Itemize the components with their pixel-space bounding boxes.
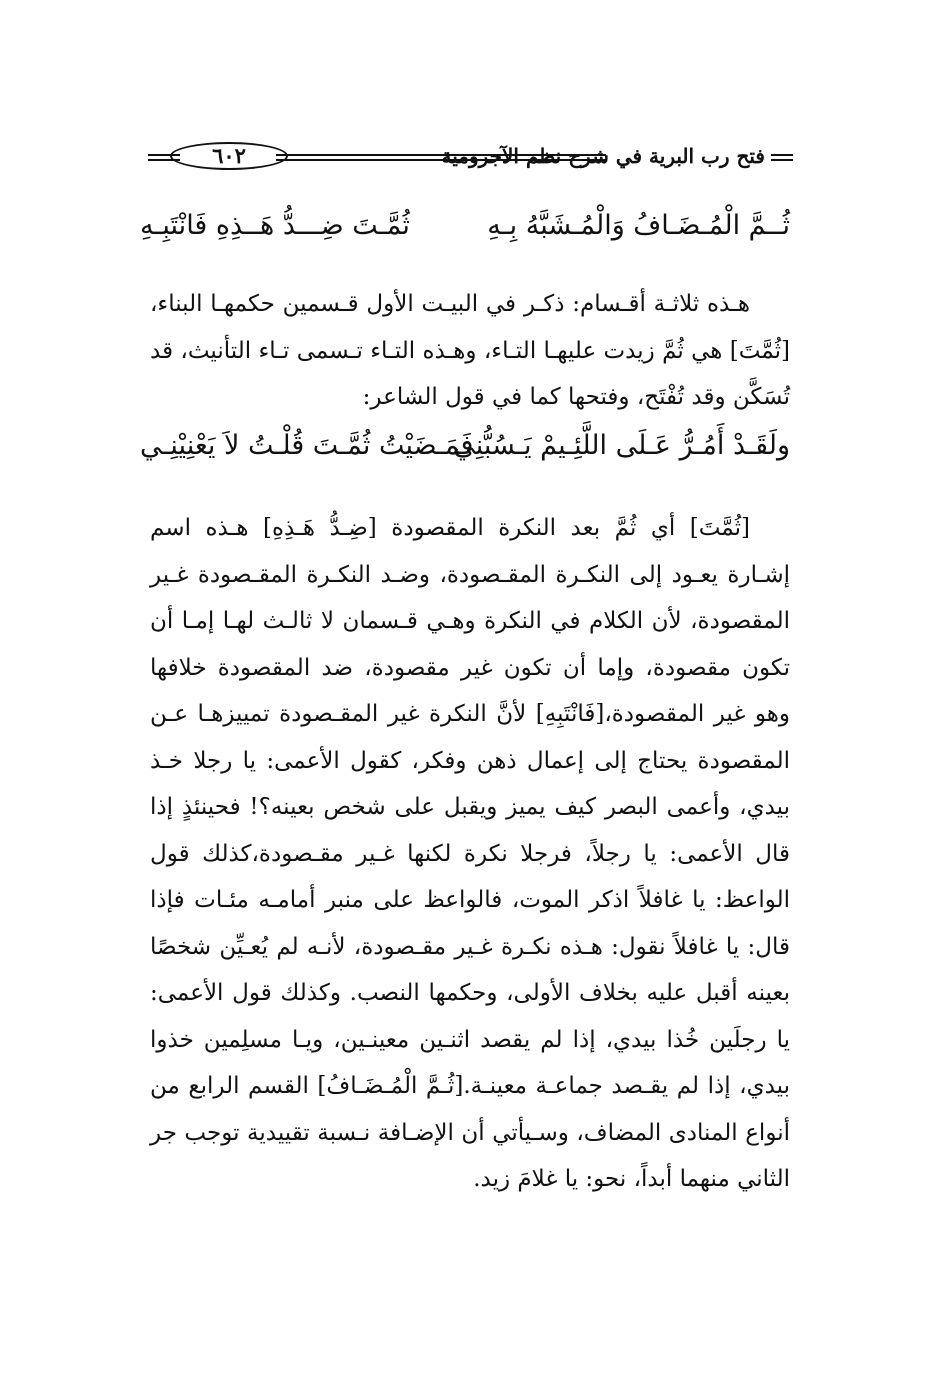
header-rule-left: [148, 154, 180, 161]
verse-2: [140, 430, 790, 480]
verse-1-first-hemistich: ثُــمَّ الْمُـضَـافُ وَالْمُـشَبَّهُ بِـهِ: [487, 210, 790, 241]
header-rule-right: [771, 154, 793, 161]
header-rule-middle: [276, 154, 606, 161]
verse-1-second-hemistich: ثُمَّـتَ ضِـــدُّ هَــذِهِ فَانْتَبِـهِ: [140, 210, 410, 241]
page-number: ٦٠٢: [170, 142, 288, 170]
book-title: فتح رب البرية في شرح نظم الآجرومية: [441, 144, 765, 168]
verse-2-first-hemistich: ولَقَـدْ أَمُـرُّ عَـلَى اللَّئِـيمْ يَـسُبُّنِي: [453, 430, 790, 461]
verse-2-second-hemistich: فَمَـضَيْتُ ثُمَّـتَ قُلْـتُ لاَ يَعْنِيْنِـي: [140, 430, 474, 461]
verse-1: [140, 210, 790, 260]
paragraph-1: هـذه ثلاثـة أقـسام: ذكـر في البيـت الأول قـسمين حكمهـا البناء،[ثُمَّتَ] هي ثُمَّ زيدت عليهـا التـاء، وهـذه التـاء تـسمى تـاء التأنيث، قد تُسَكَّن وقد تُفْتَح، وفتحها كما في قول الشاعر:: [150, 291, 790, 410]
running-header: [148, 138, 793, 178]
paragraph-2: [ثُمَّتَ] أي ثُمَّ بعد النكرة المقصودة [ضِـدُّ هَـذِهِ] هـذه اسم إشـارة يعـود إلى النكـرة المقـصودة، وضـد النكـرة المقـصودة غـير المقصودة، لأن الكلام في النكرة وهـي قـسمان لا ثالـث لهـا إمـا أن تكون مقصودة، وإما أن تكون غير مقصودة، ضد المقصودة خلافها وهو غير المقصودة،[فَانْتَبِهِ] لأنَّ النكرة غير المقـصودة تمييزهـا عـن المقصودة يحتاج إلى إعمال ذهن وفكر، كقول الأعمى: يا رجلا خـذ بيدي، وأعمى البصر كيف يميز ويقبل على شخص بعينه؟! فحينئذٍ إذا قال الأعمى: يا رجلاً، فرجلا نكرة لكنها غـير مقـصودة،كذلك قول الواعظ: يا غافلاً اذكر الموت، فالواعظ على منبر أمامـه مئـات فإذا قال: يا غافلاً نقول: هـذه نكـرة غـير مقـصودة، لأنـه لم يُعـيِّن شخصًا بعينه أقبل عليه بخلاف الأولى، وحكمها النصب. وكذلك قول الأعمى: يا رجلَين خُذا بيدي، إذا لم يقصد اثنـين معينـين، ويـا مسلِمين خذوا بيدي، إذا لم يقـصد جماعـة معينـة.[ثُـمَّ الْمُـضَـافُ] القسم الرابع من أنواع المنادى المضاف، وسـيأتي أن الإضـافة نـسبة تقييدية توجب جر الثاني منهما أبداً، نحو: يا غلامَ زيد.: [150, 515, 790, 1192]
